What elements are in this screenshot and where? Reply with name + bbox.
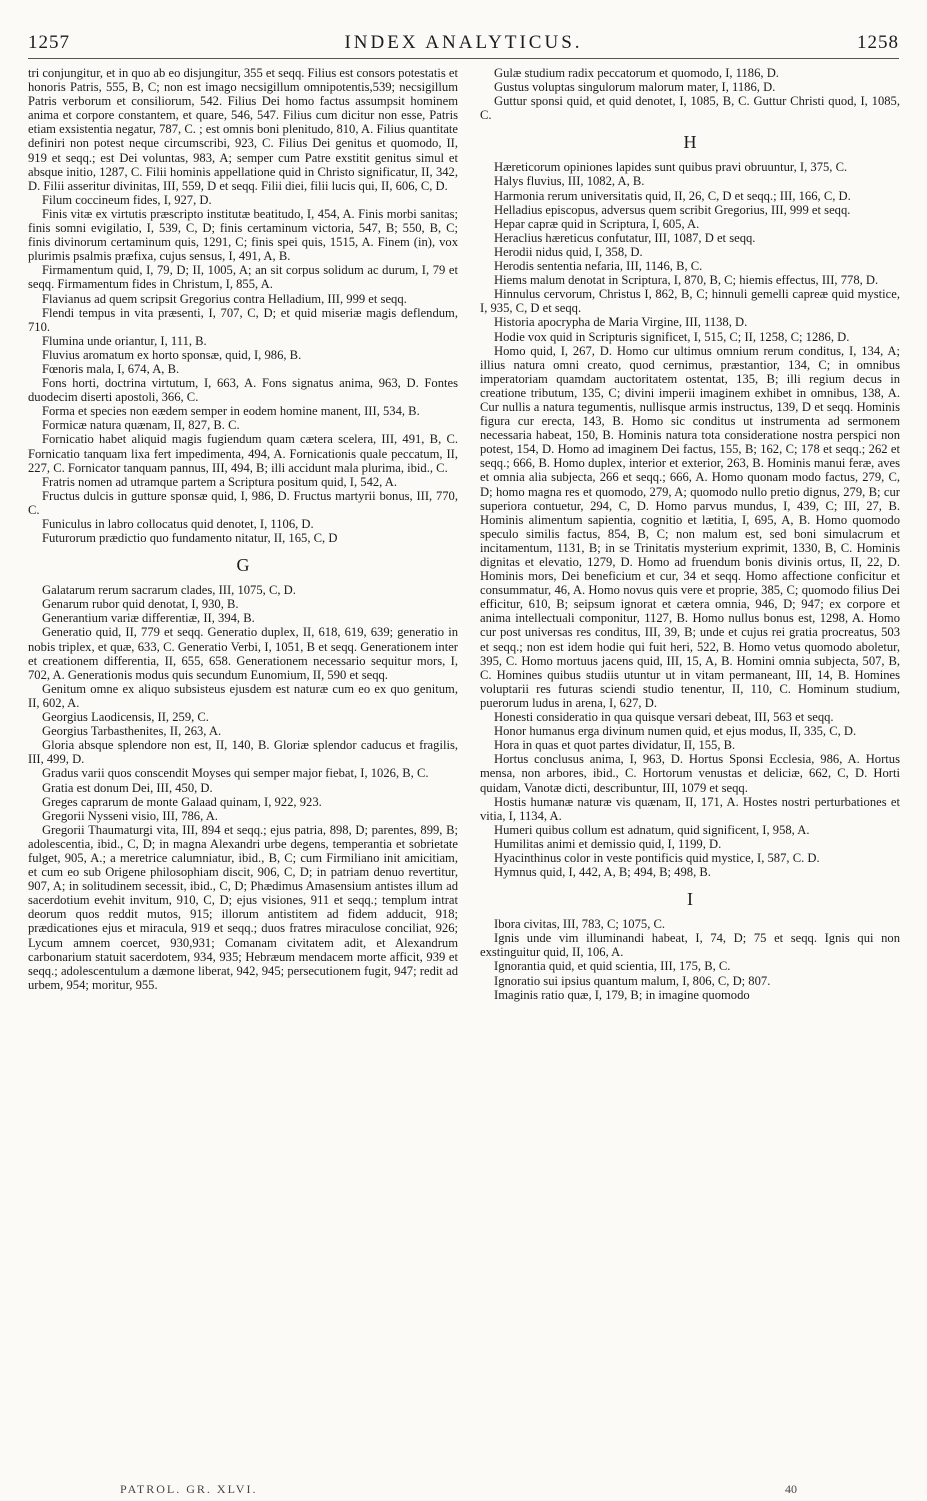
- index-entry: Gulæ studium radix peccatorum et quomodo, I, 1186, D.: [494, 66, 779, 80]
- index-entry: Formicæ natura quænam, II, 827, B. C.: [42, 418, 240, 433]
- section-letter-g: G: [236, 555, 250, 576]
- index-entry: Guttur sponsi quid, et quid denotet, I, 1085, B, C. Guttur Christi quod, I, 1085, C.: [480, 94, 900, 123]
- index-entry: Finis vitæ ex virtutis præscripto institutæ beatitudo, I, 454, A. Finis morbi sanitas; finis somni evigilatio, I, 539, C, D; finis certaminum victoria, 547, B; 550, B, C; finis divinorum certaminum quis, 1291, C; finis spei quis, 1515, A. Finem (in), vox plurimis psalmis præfixa, cujus sensus, I, 491, A, B.: [28, 206, 458, 264]
- index-entry: Flendi tempus in vita præsenti, I, 707, C, D; et quid miseriæ magis deflendum, 710.: [28, 305, 458, 334]
- index-entry: Gustus voluptas singulorum malorum mater, I, 1186, D.: [494, 80, 776, 95]
- header-rule: [28, 58, 899, 59]
- index-entry: Greges caprarum de monte Galaad quinam, I, 922, 923.: [42, 794, 322, 809]
- index-entry: Humeri quibus collum est adnatum, quid significent, I, 958, A.: [494, 822, 810, 837]
- section-letter-i: I: [687, 889, 693, 910]
- index-entry: Ignis unde vim illuminandi habeat, I, 74, D; 75 et seqq. Ignis qui non exstinguitur quid, II, 106, A.: [480, 931, 900, 960]
- right-column: [480, 66, 900, 1002]
- index-entry: Hymnus quid, I, 442, A, B; 494, B; 498, B.: [494, 865, 711, 880]
- index-entry: Filum coccineum fides, I, 927, D.: [42, 192, 212, 207]
- index-entry: Ibora civitas, III, 783, C; 1075, C.: [494, 917, 666, 932]
- index-entry: Gregorii Nysseni visio, III, 786, A.: [42, 808, 218, 823]
- index-entry: Galatarum rerum sacrarum clades, III, 1075, C, D.: [42, 583, 296, 598]
- running-head: [28, 32, 899, 56]
- index-entry: Halys fluvius, III, 1082, A, B.: [494, 174, 645, 189]
- index-entry: Fornicatio habet aliquid magis fugiendum quam cætera scelera, III, 491, B, C. Fornicatio tanquam lixa fert impedimenta, 494, A. Fornicationis quale peccatum, II, 227, C. Fornicator tanquam pannus, III, 494, B; illi accidunt mala plurima, ibid., C.: [28, 432, 458, 475]
- index-entry: Herodis sententia nefaria, III, 1146, B, C.: [494, 259, 703, 274]
- index-entry: Hortus conclusus anima, I, 963, D. Hortus Sponsi Ecclesia, 986, A. Hortus mensa, non arbores, ibid., C. Hortorum venustas et deliciæ, 662, C, D. Horti quidam, Vanotæ dicti, describuntur, III, 1079 et seqq.: [480, 752, 900, 795]
- index-entry: Flumina unde oriantur, I, 111, B.: [42, 333, 207, 348]
- index-entry: Homo quid, I, 267, D. Homo cur ultimus omnium rerum conditus, I, 134, A; illius natura omni creato, quod cernimus, præstantior, 134, C; in omnibus imperatoriam quamdam auctoritatem ostentat, 135, B; illi regium decus in creatione tributum, 135, C; divini imperii imaginem exhibet in omnibus, 138, A. Cur nullis a natura tegumentis, nullisque armis instructus, 139, D et seqq. Hominis figura cur erecta, 143, B. Homo sic conditus ut instrumenta ad sermonem necessaria habeat, 150, B. Hominis natura tota consideratione nostra perspici non potest, 154, D. Homo ad imaginem Dei factus, 155, B; 162, C; 178 et seqq.; 262 et seqq.; 666, B. Homo duplex, interior et exterior, 263, B. Hominis manui feræ, aves et omnia alia subjecta, 266 et seqq.; 666, A. Homo quonam modo factus, 279, C, D; homo magna res et quomodo, 279, A; quomodo nullo pretio dignus, 279, B; cur superiora contuetur, 294, C, D. Homo parvus mundus, I, 439, C; III, 27, B. Hominis alimentum sapientia, cognitio et lætitia, I, 695, A, B. Homo quomodo speculo similis factus, 854, B, C; non malum est, sed boni simulacrum et incitamentum, 1131, B; in se Trinitatis mysterium exprimit, 1330, B, C. Hominis dignitas et elevatio, 1279, D. Homo ad fruendum bonis divinis ortus, II, 22, D. Hominis mors, Dei beneficium et cur, 34 et seqq. Homo affectione conficitur et consummatur, 46, A. Homo novus quis vere et proprie, 385, C; quomodo filius Dei efficitur, 610, B; seipsum ignorat et cætera omnia, 946, D; 947; ex corpore et anima intellectuali componitur, 1127, B. Homo nullus bonus est, 1298, A. Homo cur post universas res conditus, III, 39, B; unde et cujus rei gratia procreatus, 503 et seqq.; non est idem hodie qui fuit heri, 522, B. Homo vetus quomodo aboletur, 395, C. Homo mortuus jacens quid, III, 15, A, B. Homini omnia subjecta, 507, B, C. Homines quibus studiis utuntur ut in vitam permaneant, III, 14, B. Homines voluptarii res futuras sciendi studio tenentur, II, 110, C. Hominum studium, puerorum ludus in arena, I, 627, D.: [480, 343, 900, 710]
- gathering-mark: 40: [785, 1482, 797, 1496]
- index-entry: Gratia est donum Dei, III, 450, D.: [42, 780, 213, 795]
- index-entry: Ignorantia quid, et quid scientia, III, 175, B, C.: [494, 959, 731, 974]
- page-number-left: 1257: [28, 32, 70, 53]
- index-entry: Firmamentum quid, I, 79, D; II, 1005, A; an sit corpus solidum ac durum, I, 79 et seqq. Firmamentum fides in Christum, I, 855, A.: [28, 263, 458, 292]
- index-entry: Honor humanus erga divinum numen quid, et ejus modus, II, 335, C, D.: [494, 724, 857, 739]
- index-entry: Harmonia rerum universitatis quid, II, 26, C, D et seqq.; III, 166, C, D.: [494, 188, 851, 203]
- index-entry: Hepar capræ quid in Scriptura, I, 605, A.: [494, 216, 700, 231]
- index-entry: Hodie vox quid in Scripturis significet, I, 515, C; II, 1258, C; 1286, D.: [494, 329, 850, 344]
- index-entry: Generantium variæ differentiæ, II, 394, B.: [42, 611, 255, 626]
- index-entry: Generatio quid, II, 779 et seqq. Generatio duplex, II, 618, 619, 639; generatio in nobis triplex, et quæ, 633, C. Generatio Verbi, I, 1051, B et seqq. Generationem inter et creationem differentia, II, 655, 658. Generationem necessario sequitur mors, I, 702, A. Generationis modus quis secundum Eunomium, II, 590 et seqq.: [28, 625, 458, 682]
- index-entry: Hiems malum denotat in Scriptura, I, 870, B, C; hiemis effectus, III, 778, D.: [494, 273, 879, 288]
- index-entry: Fons horti, doctrina virtutum, I, 663, A. Fons signatus anima, 963, D. Fontes duodecim diserti apostoli, 366, C.: [28, 376, 458, 405]
- page-number-right: 1258: [857, 32, 899, 53]
- index-entry: Helladius episcopus, adversus quem scribit Gregorius, III, 999 et seqq.: [494, 202, 851, 217]
- index-entry: Humilitas animi et demissio quid, I, 1199, D.: [494, 836, 722, 851]
- index-entry: Hæreticorum opiniones lapides sunt quibus pravi obruuntur, I, 375, C.: [494, 160, 848, 175]
- index-entry: Fluvius aromatum ex horto sponsæ, quid, I, 986, B.: [42, 347, 302, 362]
- index-entry: Hyacinthinus color in veste pontificis quid mystice, I, 587, C. D.: [494, 850, 820, 865]
- index-entry: Genitum omne ex aliquo subsisteus ejusdem est naturæ cum eo ex quo genitum, II, 602, A.: [28, 681, 458, 710]
- left-column: [28, 66, 458, 992]
- index-entry: Hora in quas et quot partes dividatur, II, 155, B.: [494, 738, 736, 753]
- index-entry: Flavianus ad quem scripsit Gregorius contra Helladium, III, 999 et seqq.: [42, 291, 407, 306]
- index-entry: Heraclius hæreticus confutatur, III, 1087, D et seqq.: [494, 230, 756, 245]
- index-entry: Futurorum prædictio quo fundamento nitatur, II, 165, C, D: [42, 531, 338, 546]
- index-entry: Georgius Laodicensis, II, 259, C.: [42, 710, 209, 725]
- page-title: INDEX ANALYTICUS.: [344, 32, 583, 53]
- index-entry: Gloria absque splendore non est, II, 140, B. Gloriæ splendor caducus et fragilis, III, 499, D.: [28, 738, 458, 767]
- index-entry: tri conjungitur, et in quo ab eo disjungitur, 355 et seqq. Filius est consors potestatis et honoris Patris, 555, B, C; non est imago necsigillum omnipotentis,539; necsigillum Patris verborum et consiliorum, 542. Filius Dei homo factus assumpsit hominem anima et corpore constantem, et quare, 546, 547. Filius cum dicitur non esse, Patris etiam exsistentia negatur, 787, C. ; est omnis boni plenitudo, 810, A. Filius quantitate definiri non potest neque circumscribi, 923, C. Filius Dei genitus et quomodo, II, 919 et seqq.; est Dei voluntas, 983, A; semper cum Patre exstitit genitus simul et absque initio, 1287, C. Filii hominis appellatione quid in Christo significatur, II, 342, D. Filii asseritur divinitas, III, 559, D et seqq. Filii diei, filii lucis qui, II, 606, C, D.: [28, 66, 458, 193]
- index-entry: Gregorii Thaumaturgi vita, III, 894 et seqq.; ejus patria, 898, D; parentes, 899, B; adolescentia, ibid., C, D; in magna Alexandri urbe degens, temperantia et sobrietate fulget, 905, A.; a meretrice calumniatur, ibid., B, C; cum Firmiliano init amicitiam, et cum eo sub Origene philosophiam discit, 906, C, D; in patriam denuo revertitur, 907, A; in solitudinem secessit, ibid., C, D; Phædimus Amasensium antistes illum ad sacerdotium evehit invitum, 910, C, D; ejus visiones, 911 et seqq.; templum intrat deorum quos reddit mutos, 915; illorum antistitem ad fidem adducit, 918; prædicationes ejus et miracula, 919 et seqq.; duos fratres miraculose conciliat, 926; Lycum amnem coercet, 930,931; Comanam civitatem adit, et Alexandrum carbonarium statuit sacerdotem, 934, 935; Hebræum mendacem morte afficit, 939 et seqq.; adolescentulum a dæmone liberat, 942, 945; persecutionem fugit, 947; redit ad urbem, 954; moritur, 955.: [28, 822, 458, 992]
- index-entry: Herodii nidus quid, I, 358, D.: [494, 244, 643, 259]
- printer-signature: PATROL. GR. XLVI.: [120, 1482, 258, 1496]
- index-entry: Georgius Tarbasthenites, II, 263, A.: [42, 724, 222, 739]
- section-letter-h: H: [683, 132, 697, 153]
- index-entry: Historia apocrypha de Maria Virgine, III, 1138, D.: [494, 315, 748, 330]
- index-entry: Hostis humanæ naturæ vis quænam, II, 171, A. Hostes nostri perturbationes et vitia, I, 1134, A.: [480, 794, 900, 823]
- index-entry: Hinnulus cervorum, Christus I, 862, B, C; hinnuli gemelli capreæ quid mystice, I, 935, C, D et seqq.: [480, 287, 900, 316]
- index-entry: Funiculus in labro collocatus quid denotet, I, 1106, D.: [42, 517, 314, 531]
- index-entry: Ignoratio sui ipsius quantum malum, I, 806, C, D; 807.: [494, 973, 771, 988]
- index-entry: Imaginis ratio quæ, I, 179, B; in imagine quomodo: [494, 987, 750, 1002]
- index-entry: Fratris nomen ad utramque partem a Scriptura positum quid, I, 542, A.: [42, 474, 398, 489]
- index-entry: Genarum rubor quid denotat, I, 930, B.: [42, 597, 239, 612]
- index-entry: Honesti consideratio in qua quisque versari debeat, III, 563 et seqq.: [494, 710, 834, 725]
- index-entry: Forma et species non eædem semper in eodem homine manent, III, 534, B.: [42, 404, 420, 419]
- index-entry: Fœnoris mala, I, 674, A, B.: [42, 361, 180, 376]
- index-entry: Fructus dulcis in gutture sponsæ quid, I, 986, D. Fructus martyrii bonus, III, 770, C.: [28, 488, 458, 517]
- index-entry: Gradus varii quos conscendit Moyses qui semper major fiebat, I, 1026, B, C.: [42, 766, 429, 781]
